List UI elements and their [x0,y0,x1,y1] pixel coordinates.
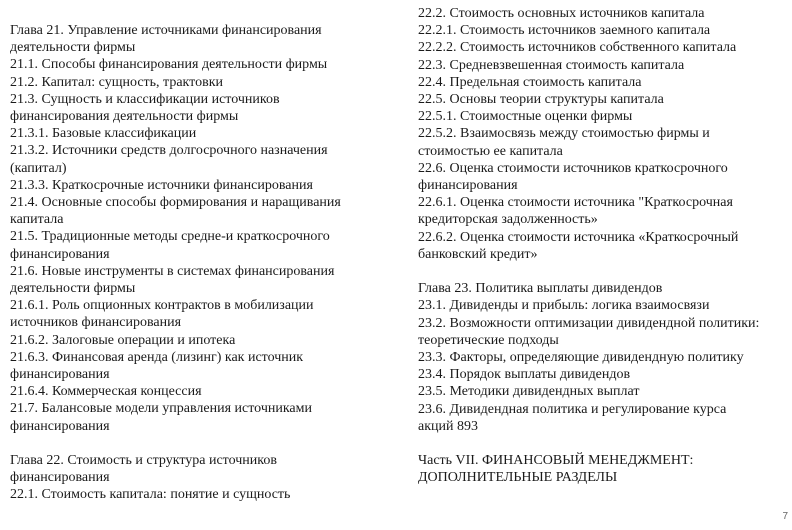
toc-line: 22.3. Средневзвешенная стоимость капитала [418,57,685,73]
toc-line: теоретические подходы [418,332,559,348]
toc-line: Глава 22. Стоимость и структура источников [10,453,277,469]
toc-line: 22.2.2. Стоимость источников собственного капитала [418,40,737,56]
toc-line: 22.2.1. Стоимость источников заемного капитала [418,23,711,39]
toc-line: 21.6.1. Роль опционных контрактов в мобилизации [10,298,314,314]
toc-line: 22.5.2. Взаимосвязь между стоимостью фирмы и [418,126,710,142]
toc-line: финансирования [10,418,110,434]
toc-line: 21.3.2. Источники средств долгосрочного назначения [10,143,328,159]
blank-line [10,435,405,452]
toc-line: Глава 23. Политика выплаты дивидендов [418,281,663,297]
toc-line: 22.5. Основы теории структуры капитала [418,92,664,108]
toc-line: финансирования [10,246,110,262]
toc-line: 22.5.1. Стоимостные оценки фирмы [418,109,633,125]
toc-line: 21.6.3. Финансовая аренда (лизинг) как источник [10,349,304,365]
toc-line: 22.6.2. Оценка стоимости источника «Краткосрочный [418,229,739,245]
toc-line: 23.1. Дивиденды и прибыль: логика взаимосвязи [418,298,710,314]
toc-line: финансирования [10,367,110,383]
toc-line: банковский кредит» [418,246,538,262]
toc-line: финансирования [418,178,518,194]
toc-line: 23.2. Возможности оптимизации дивидендной политики: [418,315,760,331]
toc-line: источников финансирования [10,315,182,331]
toc-line: 21.2. Капитал: сущность, трактовки [10,74,223,90]
toc-line: Глава 21. Управление источниками финансирования [10,23,322,38]
toc-left-column [10,22,405,504]
toc-line: кредиторская задолженность» [418,212,598,228]
toc-line: 23.5. Методики дивидендных выплат [418,384,640,400]
toc-right-column [418,5,790,487]
toc-line: деятельности фирмы [10,40,136,56]
toc-line: 21.3. Сущность и классификации источников [10,91,280,107]
toc-line: 22.6. Оценка стоимости источников краткосрочного [418,160,728,176]
toc-line: капитала [10,212,64,228]
toc-line: ДОПОЛНИТЕЛЬНЫЕ РАЗДЕЛЫ [418,470,618,486]
blank-line [418,263,790,280]
toc-line: 21.3.3. Краткосрочные источники финансирования [10,177,313,193]
toc-line: 21.3.1. Базовые классификации [10,126,197,142]
toc-line: (капитал) [10,160,67,176]
toc-line: 21.7. Балансовые модели управления источниками [10,401,312,417]
page-number: 7 [782,511,788,522]
toc-line: 21.5. Традиционные методы средне-и краткосрочного [10,229,330,245]
toc-line: 21.6.2. Залоговые операции и ипотека [10,332,236,348]
toc-line: 22.6.1. Оценка стоимости источника "Краткосрочная [418,195,733,211]
toc-line: 22.4. Предельная стоимость капитала [418,74,642,90]
toc-line: Часть VII. ФИНАНСОВЫЙ МЕНЕДЖМЕНТ: [418,453,694,469]
toc-line: 21.4. Основные способы формирования и наращивания [10,195,341,211]
toc-line: акций 893 [418,418,478,434]
blank-line [418,435,790,452]
toc-line: 22.1. Стоимость капитала: понятие и сущность [10,487,291,503]
toc-line: 23.4. Порядок выплаты дивидендов [418,367,631,383]
toc-line: 23.6. Дивидендная политика и регулирование курса [418,401,727,417]
toc-line: финансирования деятельности фирмы [10,109,239,125]
toc-line: 22.2. Стоимость основных источников капитала [418,6,705,21]
toc-line: 21.6.4. Коммерческая концессия [10,384,202,400]
toc-line: 21.6. Новые инструменты в системах финансирования [10,263,335,279]
toc-line: стоимостью ее капитала [418,143,563,159]
toc-line: 21.1. Способы финансирования деятельности фирмы [10,57,328,73]
toc-line: 23.3. Факторы, определяющие дивидендную политику [418,350,744,366]
toc-line: деятельности фирмы [10,281,136,297]
toc-line: финансирования [10,470,110,486]
